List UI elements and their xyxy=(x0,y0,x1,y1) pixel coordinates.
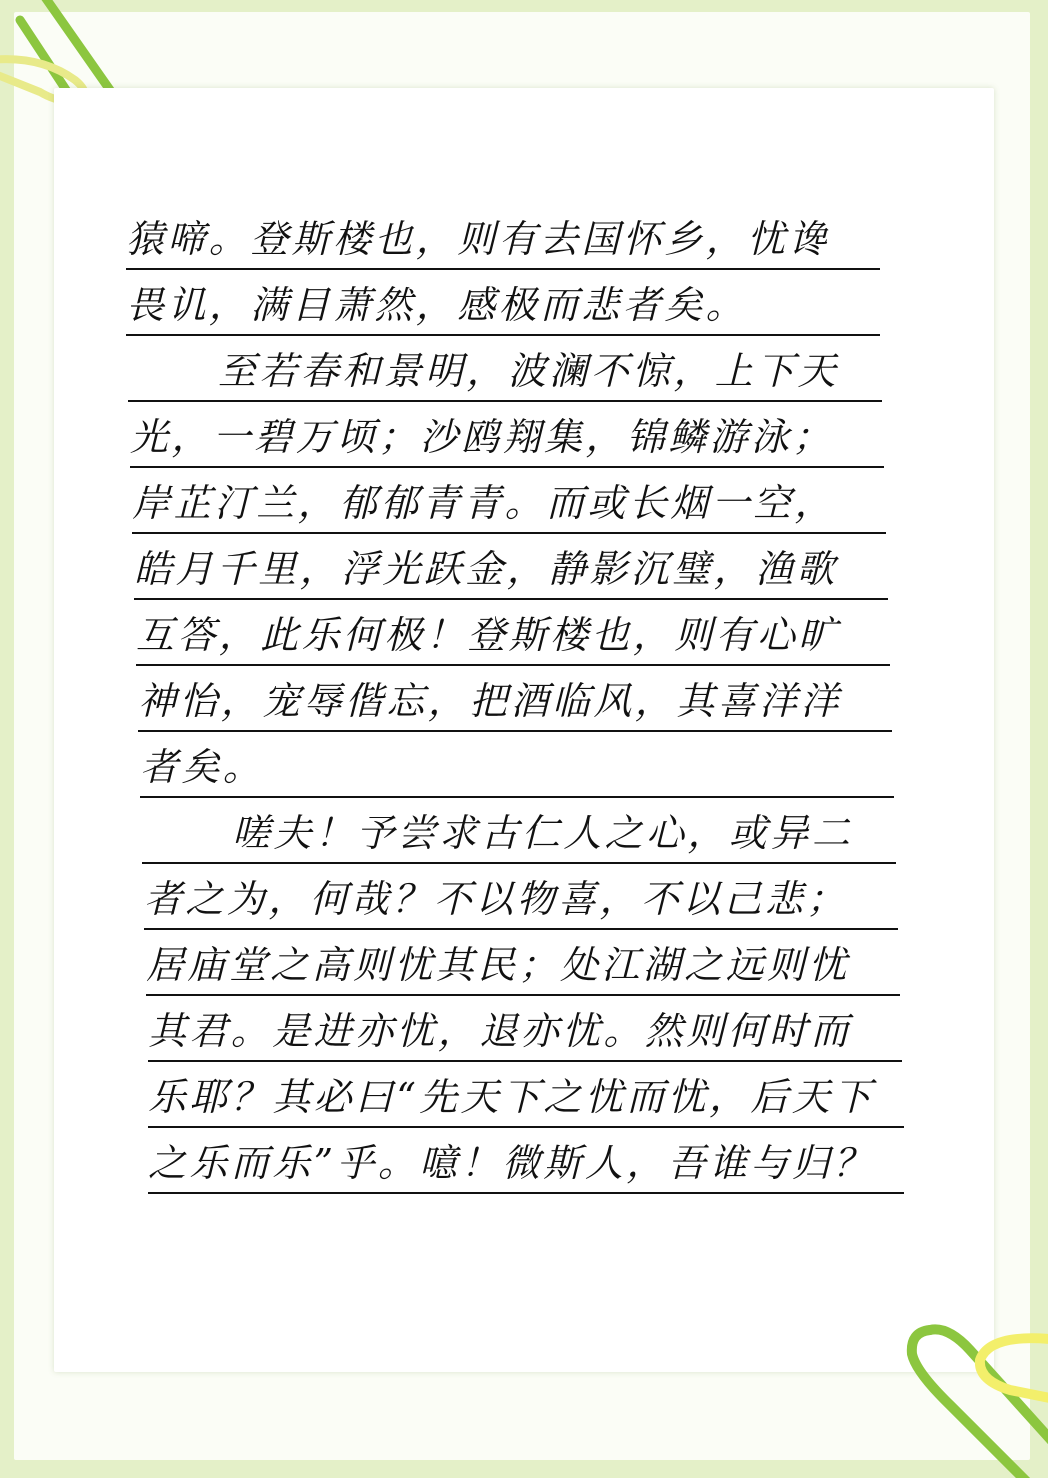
text-line-15: 之乐而乐”乎。噫！微斯人，吾谁与归？ xyxy=(148,1138,904,1194)
text-line-6: 皓月千里，浮光跃金，静影沉璧，渔歌 xyxy=(134,544,888,600)
lined-paper-sheet xyxy=(54,88,994,1372)
text-line-3: 至若春和景明，波澜不惊，上下天 xyxy=(128,346,882,402)
text-line-9: 者矣。 xyxy=(140,742,894,798)
text-line-14: 乐耶？其必曰“先天下之忧而忧，后天下 xyxy=(148,1072,904,1128)
text-line-12: 居庙堂之高则忧其民；处江湖之远则忧 xyxy=(146,940,900,996)
text-line-13: 其君。是进亦忧，退亦忧。然则何时而 xyxy=(148,1006,902,1062)
text-line-4: 光，一碧万顷；沙鸥翔集，锦鳞游泳； xyxy=(130,412,884,468)
text-line-11: 者之为，何哉？不以物喜，不以己悲； xyxy=(144,874,898,930)
text-line-1: 猿啼。登斯楼也，则有去国怀乡，忧谗 xyxy=(126,214,880,270)
text-line-2: 畏讥，满目萧然，感极而悲者矣。 xyxy=(126,280,880,336)
text-line-7: 互答，此乐何极！登斯楼也，则有心旷 xyxy=(136,610,890,666)
text-line-10: 嗟夫！予尝求古仁人之心，或异二 xyxy=(142,808,896,864)
text-line-5: 岸芷汀兰，郁郁青青。而或长烟一空， xyxy=(132,478,886,534)
text-line-8: 神怡，宠辱偕忘，把酒临风，其喜洋洋 xyxy=(138,676,892,732)
